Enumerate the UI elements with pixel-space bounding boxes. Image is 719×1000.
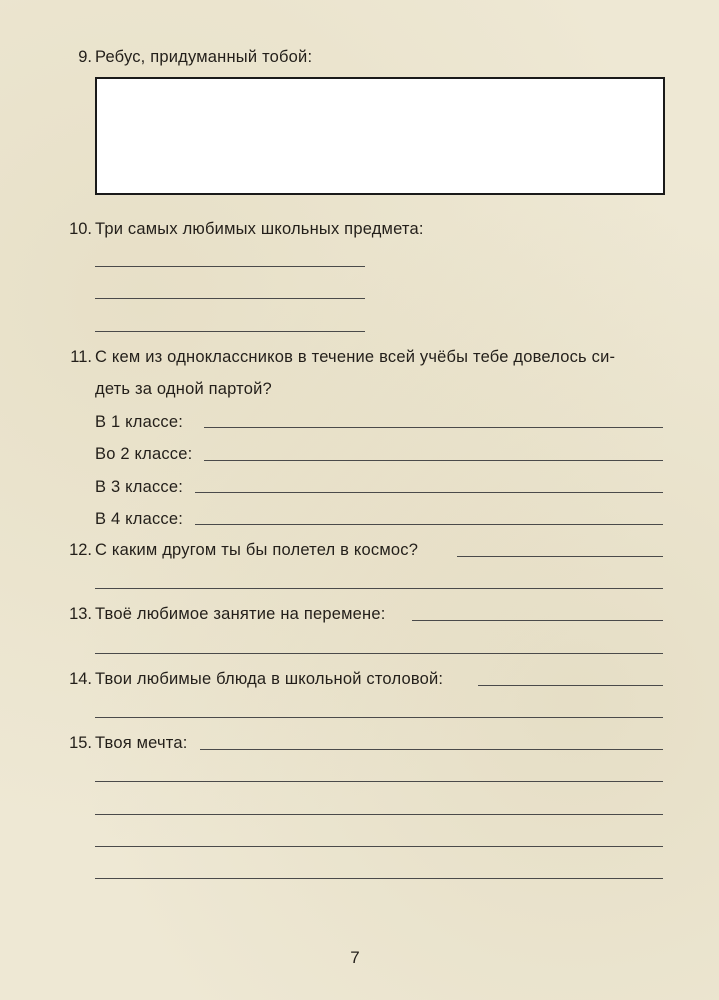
- question-10-text: Три самых любимых школьных предмета:: [95, 220, 424, 238]
- question-15-text: Твоя мечта:: [95, 734, 188, 752]
- grade-2-label: Во 2 классе:: [95, 445, 193, 463]
- break-activity-answer-line-1[interactable]: [412, 620, 663, 621]
- question-9-number: 9.: [78, 48, 92, 66]
- question-15-number: 15.: [69, 734, 92, 752]
- space-friend-answer-line-2[interactable]: [95, 588, 663, 589]
- grade-4-label: В 4 классе:: [95, 510, 184, 528]
- dream-answer-line-2[interactable]: [95, 781, 663, 782]
- grade-2-answer-line[interactable]: [204, 460, 663, 461]
- question-13-number: 13.: [69, 605, 92, 623]
- subject-answer-line-1[interactable]: [95, 266, 365, 267]
- rebus-drawing-box[interactable]: [95, 77, 665, 195]
- grade-3-label: В 3 классе:: [95, 478, 184, 496]
- dream-answer-line-3[interactable]: [95, 814, 663, 815]
- dream-answer-line-5[interactable]: [95, 878, 663, 879]
- grade-1-label: В 1 классе:: [95, 413, 184, 431]
- question-14-number: 14.: [69, 670, 92, 688]
- question-13-text: Твоё любимое занятие на перемене:: [95, 605, 386, 623]
- space-friend-answer-line-1[interactable]: [457, 556, 663, 557]
- canteen-dishes-answer-line-2[interactable]: [95, 717, 663, 718]
- canteen-dishes-answer-line-1[interactable]: [478, 685, 663, 686]
- question-9-text: Ребус, придуманный тобой:: [95, 48, 313, 66]
- grade-1-answer-line[interactable]: [204, 427, 663, 428]
- question-11-text-line1: С кем из одноклассников в течение всей учёбы тебе довелось си-: [95, 348, 616, 366]
- question-14-text: Твои любимые блюда в школьной столовой:: [95, 670, 444, 688]
- subject-answer-line-2[interactable]: [95, 298, 365, 299]
- question-12-text: С каким другом ты бы полетел в космос?: [95, 541, 419, 559]
- grade-3-answer-line[interactable]: [195, 492, 663, 493]
- question-10-number: 10.: [69, 220, 92, 238]
- dream-answer-line-4[interactable]: [95, 846, 663, 847]
- dream-answer-line-1[interactable]: [200, 749, 663, 750]
- page-number: 7: [350, 948, 360, 967]
- grade-4-answer-line[interactable]: [195, 524, 663, 525]
- question-11-number: 11.: [70, 348, 92, 366]
- question-11-text-line2: деть за одной партой?: [95, 380, 272, 398]
- question-12-number: 12.: [69, 541, 92, 559]
- break-activity-answer-line-2[interactable]: [95, 653, 663, 654]
- subject-answer-line-3[interactable]: [95, 331, 365, 332]
